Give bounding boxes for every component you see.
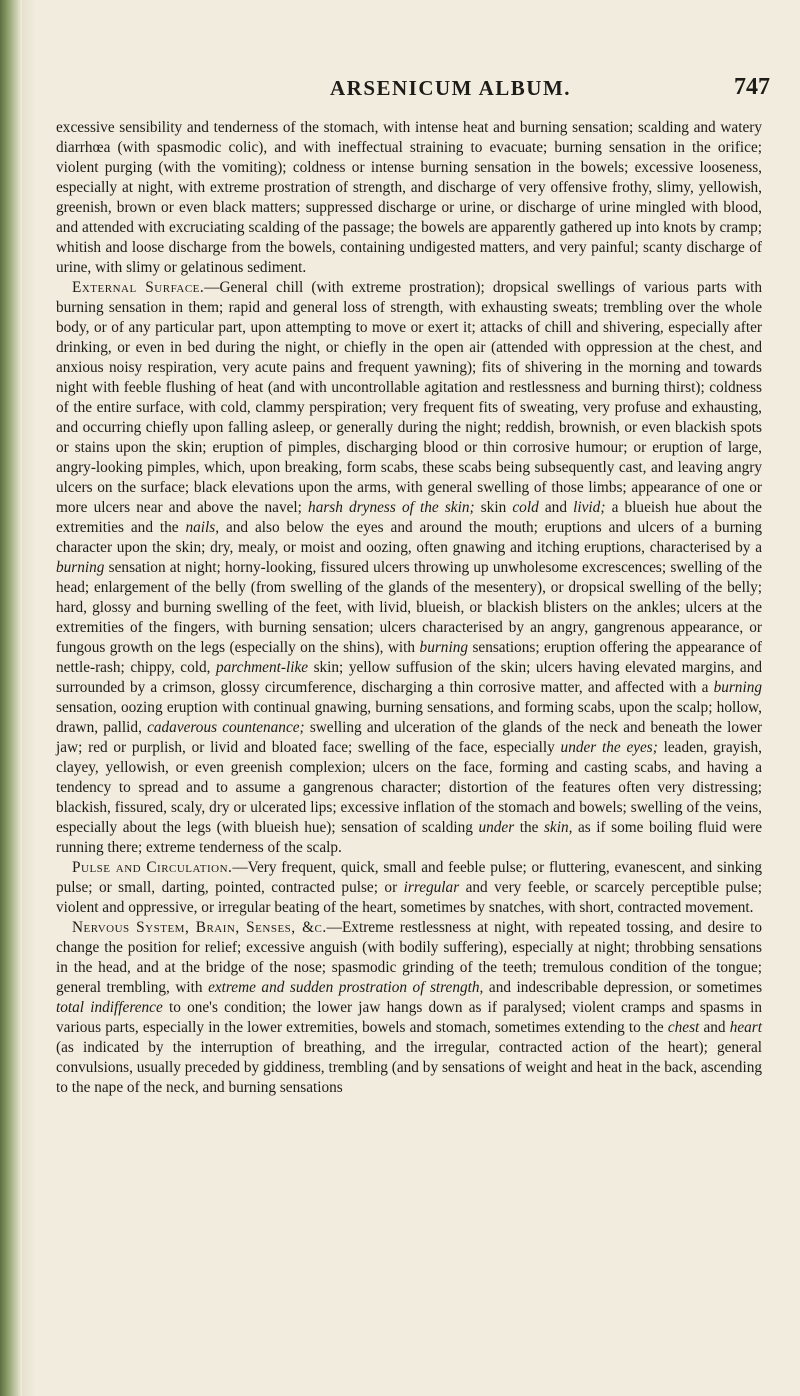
paragraph-text: swelling and ulceration of the glands of the neck and beneath the lower jaw; red or purplish, or livid and bloated face; swelling of the face, especially [56, 719, 762, 756]
body-text [56, 118, 762, 1098]
page-gutter [22, 0, 36, 1396]
italic-phrase: skin, [543, 819, 573, 836]
paragraph-text: sensation, oozing eruption with continual gnawing, burning sensations, and forming scabs, upon the scalp; hollow, drawn, pallid, [56, 699, 762, 736]
paragraph-text: sensations; eruption offering the appearance of nettle-rash; chippy, cold, [56, 639, 762, 676]
paragraph-text: —Very frequent, quick, small and feeble pulse; or fluttering, evanescent, and sinking pulse; or small, darting, pointed, contracted pulse; or [56, 859, 762, 896]
italic-phrase: under [478, 819, 515, 836]
italic-phrase: cold [512, 499, 539, 516]
paragraph-nervous-system [56, 918, 762, 1098]
paragraph-text: (as indicated by the interruption of breathing, and the irregular, contracted action of the heart); general convulsions, usually preceded by giddiness, trembling (and by sensations of weight and heat in the back, ascending to the nape of the neck, and burning sensations [56, 1039, 762, 1096]
paragraph-text: as if some boiling fluid were running there; extreme tenderness of the scalp. [56, 819, 763, 856]
paragraph-text: skin [480, 499, 507, 516]
book-binding-edge [0, 0, 22, 1396]
paragraph-text: to one's condition; the lower jaw hangs down as if paralysed; violent cramps and spasms in various parts, especially in the lower extremities, bowels and stomach, sometimes extending to the [56, 999, 763, 1036]
italic-phrase: harsh dryness of the skin; [308, 499, 475, 516]
paragraph-text: —Extreme restlessness at night, with repeated tossing, and desire to change the position for relief; excessive anguish (with bodily suffering), especially at night; throbbing sensations in the head, and at the bridge of the nose; spasmodic grinding of the teeth; tremulous condition of the tongue; general trembling, with [56, 919, 762, 996]
paragraph-text: leaden, grayish, clayey, yellowish, or even greenish complexion; ulcers on the face, forming and casting scabs, and having a tendency to spread and to assume a gangrenous character; distortion of the features often very distressing; blackish, fissured, scaly, dry or ulcerated lips; excessive inflation of the stomach and bowels; swelling of the veins, especially about the legs (with blueish hue); sensation of scalding [56, 739, 762, 836]
italic-phrase: heart [729, 1019, 763, 1036]
page-header [0, 50, 800, 100]
paragraph-text: sensation at night; horny-looking, fissured ulcers throwing up unwholesome excrescences; swelling of the head; enlargement of the belly (from swelling of the glands of the mesentery), or dropsical swelling of the belly; hard, glossy and burning swelling of the feet, with livid, blueish, or blackish blisters on the ankles; ulcers at the extremities of the fingers, with burning sensation; ulcers characterised by an angry, gangrenous appearance, or fungous growth on the legs (especially on the shins), with [56, 559, 763, 656]
section-heading-nervous-system: Nervous System, Brain, Senses, &c. [72, 919, 327, 936]
italic-phrase: irregular [403, 879, 460, 896]
italic-phrase: parchment-like [216, 659, 309, 676]
paragraph-digestive [56, 118, 762, 278]
italic-phrase: livid; [573, 499, 606, 516]
paragraph-pulse [56, 858, 762, 918]
paragraph-text: the [519, 819, 539, 836]
paragraph-text: and [544, 499, 567, 516]
italic-phrase: burning [56, 559, 105, 576]
section-heading-external-surface: External Surface. [72, 279, 205, 296]
italic-phrase: nails, [185, 519, 220, 536]
italic-phrase: under the eyes; [560, 739, 658, 756]
italic-phrase: burning [419, 639, 468, 656]
page-number: 747 [734, 74, 770, 100]
section-heading-pulse: Pulse and Circulation. [72, 859, 233, 876]
paragraph-external-surface [56, 278, 762, 858]
italic-phrase: chest [667, 1019, 700, 1036]
paragraph-text: and [703, 1019, 726, 1036]
italic-phrase: extreme and sudden prostration of strength, [208, 979, 484, 996]
paragraph-text: a blueish hue about the extremities and the [56, 499, 762, 536]
italic-phrase: burning [713, 679, 763, 696]
paragraph-text: and very feeble, or scarcely perceptible pulse; violent and oppressive, or irregular beating of the heart, sometimes by snatches, with short, contracted movement. [56, 879, 763, 916]
paragraph-text: and indescribable depression, or sometimes [488, 979, 763, 996]
italic-phrase: cadaverous countenance; [147, 719, 305, 736]
paragraph-text: skin; yellow suffusion of the skin; ulcers having elevated margins, and surrounded by a crimson, glossy circumference, discharging a thin corrosive matter, and affected with a [56, 659, 762, 696]
italic-phrase: total indifference [56, 999, 163, 1016]
paragraph-text: and also below the eyes and around the mouth; eruptions and ulcers of a burning character upon the skin; dry, mealy, or moist and oozing, often gnawing and itching eruptions, characterised by a [56, 519, 762, 556]
running-head: ARSENICUM ALBUM. [330, 76, 572, 100]
paragraph-text: —General chill (with extreme prostration); dropsical swellings of various parts with burning sensation in them; rapid and general loss of strength, with exhausting sweats; trembling over the whole body, or of any particular part, upon attempting to move or exert it; attacks of chill and shivering, especially after drinking, or even in bed during the night, or chiefly in the open air (attended with oppression at the chest, and anxious noisy respiration, very acute pains and frequent yawning); fits of shivering in the morning and towards night with feeble flushing of heat (and with uncontrollable agitation and restlessness and burning thirst); coldness of the entire surface, with cold, clammy perspiration; very frequent fits of sweating, very profuse and exhausting, and occurring chiefly upon falling asleep, or generally during the night; reddish, brownish, or even blackish spots or stains upon the skin; eruption of pimples, discharging blood or thin corrosive humour; or eruption of large, angry-looking pimples, which, upon breaking, form scabs, these scabs being subsequently cast, and leaving angry ulcers on the surface; black elevations upon the arms, with general swelling of those limbs; appearance of one or more ulcers near and above the navel; [56, 279, 762, 516]
paragraph-text: excessive sensibility and tenderness of the stomach, with intense heat and burning sensation; scalding and watery diarrhœa (with spasmodic colic), and with ineffectual straining to evacuate; burning sensation in the orifice; violent purging (with the vomiting); coldness or intense burning sensation in the bowels; excessive looseness, especially at night, with extreme prostration of strength, and discharge of very offensive frothy, slimy, yellowish, greenish, brown or even black matters; suppressed discharge or urine, or discharge of urine mingled with blood, and attended with excruciating scalding of the passage; the bowels are apparently gathered up into knots by cramp; whitish and loose discharge from the bowels, containing undigested matters, and very painful; scanty discharge of urine, with slimy or gelatinous sediment. [56, 119, 762, 276]
